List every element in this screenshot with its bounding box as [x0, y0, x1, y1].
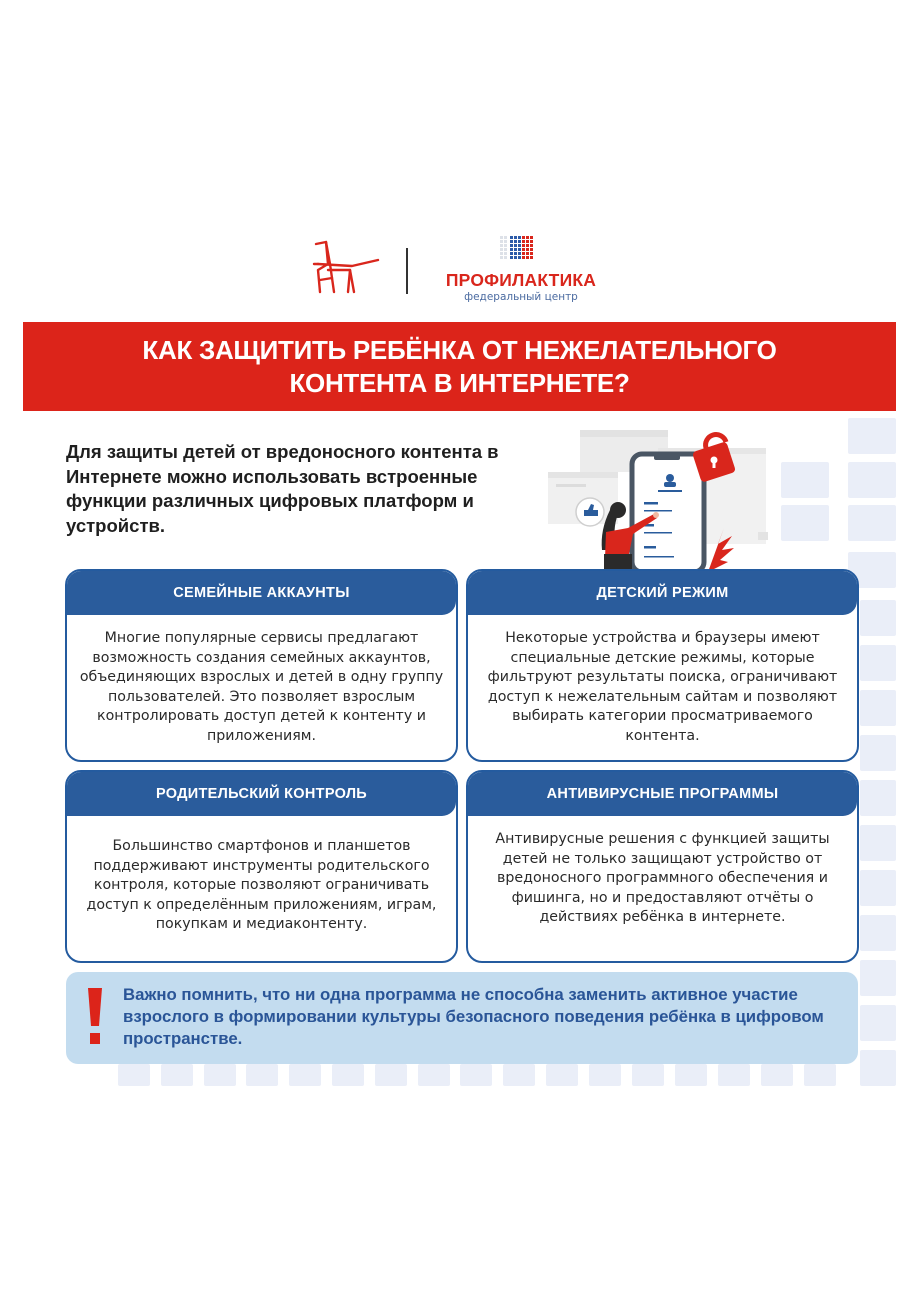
- bg-tile: [860, 1005, 896, 1041]
- card-family-accounts: [65, 569, 458, 762]
- brand-name: ПРОФИЛАКТИКА: [445, 270, 597, 290]
- bg-tile: [718, 1064, 750, 1086]
- bg-tile: [675, 1064, 707, 1086]
- title-banner: [23, 322, 896, 411]
- phone-lock-woman-illustration-icon: [548, 424, 778, 572]
- bg-tile: [546, 1064, 578, 1086]
- bg-tile: [804, 1064, 836, 1086]
- logo-divider: [406, 248, 408, 294]
- exclamation-icon: [88, 988, 102, 1046]
- card-parental-control: [65, 770, 458, 963]
- card-title: АНТИВИРУСНЫЕ ПРОГРАММЫ: [468, 772, 857, 816]
- bg-tile: [161, 1064, 193, 1086]
- bg-tile: [848, 505, 896, 541]
- bg-tile: [860, 870, 896, 906]
- bg-tile: [460, 1064, 492, 1086]
- bg-tile: [848, 418, 896, 454]
- bg-tile: [632, 1064, 664, 1086]
- bg-tile: [860, 960, 896, 996]
- bg-tile: [204, 1064, 236, 1086]
- bg-tile: [589, 1064, 621, 1086]
- bg-tile: [118, 1064, 150, 1086]
- bg-tile: [503, 1064, 535, 1086]
- card-text: Некоторые устройства и браузеры имеют специальные детские режимы, которые фильтруют результаты поиска, ограничивают доступ к нежелательным сайтам и позволяют выбирать категории просматриваемого контента.: [487, 630, 838, 744]
- note-text: Важно помнить, что ни одна программа не способна заменить активное участие взрослого в формировании культуры безопасного поведения ребёнка в цифровом пространстве.: [123, 985, 824, 1048]
- flag-grid-logo-icon: [500, 236, 540, 266]
- bg-tile: [860, 825, 896, 861]
- card-title: РОДИТЕЛЬСКИЙ КОНТРОЛЬ: [67, 772, 456, 816]
- bg-tile: [860, 600, 896, 636]
- card-antivirus: [466, 770, 859, 963]
- horse-chair-logo-icon: [312, 240, 382, 298]
- brand-subtitle: федеральный центр: [464, 291, 578, 303]
- bg-tile: [860, 645, 896, 681]
- bg-tile: [860, 735, 896, 771]
- bg-tile: [289, 1064, 321, 1086]
- bg-tile: [761, 1064, 793, 1086]
- page-title-line-2: КОНТЕНТА В ИНТЕРНЕТЕ?: [289, 367, 630, 398]
- page-title: [142, 334, 776, 400]
- card-text: Антивирусные решения с функцией защиты детей не только защищают устройство от вредоносного программного обеспечения и фишинга, но и предоставляют отчёты о действиях ребёнка в интернете.: [495, 831, 830, 925]
- card-title: ДЕТСКИЙ РЕЖИМ: [468, 571, 857, 615]
- bg-tile: [332, 1064, 364, 1086]
- bg-tile: [375, 1064, 407, 1086]
- card-kids-mode: [466, 569, 859, 762]
- bg-tile: [860, 915, 896, 951]
- page-title-line-1: КАК ЗАЩИТИТЬ РЕБЁНКА ОТ НЕЖЕЛАТЕЛЬНОГО: [142, 334, 777, 365]
- bg-tile: [246, 1064, 278, 1086]
- card-title: СЕМЕЙНЫЕ АККАУНТЫ: [67, 571, 456, 615]
- bg-tile: [848, 462, 896, 498]
- brand-logo: [436, 236, 606, 306]
- intro-text: Для защиты детей от вредоносного контента в Интернете можно использовать встроенные функции различных цифровых платформ и устройств.: [66, 441, 499, 536]
- card-text: Многие популярные сервисы предлагают возможность создания семейных аккаунтов, объединяющих взрослых и детей в одну группу пользователей. Это позволяет взрослым контролировать доступ детей к контенту и приложениям.: [79, 630, 444, 744]
- bg-tile: [860, 690, 896, 726]
- bg-tile: [860, 780, 896, 816]
- important-note: [66, 972, 858, 1064]
- bg-tile: [860, 1050, 896, 1086]
- bg-tile: [781, 505, 829, 541]
- bg-tile: [418, 1064, 450, 1086]
- card-text: Большинство смартфонов и планшетов поддерживают инструменты родительского контроля, которые позволяют ограничивать доступ к определённым приложениям, играм, покупкам и медиаконтенту.: [86, 838, 437, 932]
- bg-tile: [781, 462, 829, 498]
